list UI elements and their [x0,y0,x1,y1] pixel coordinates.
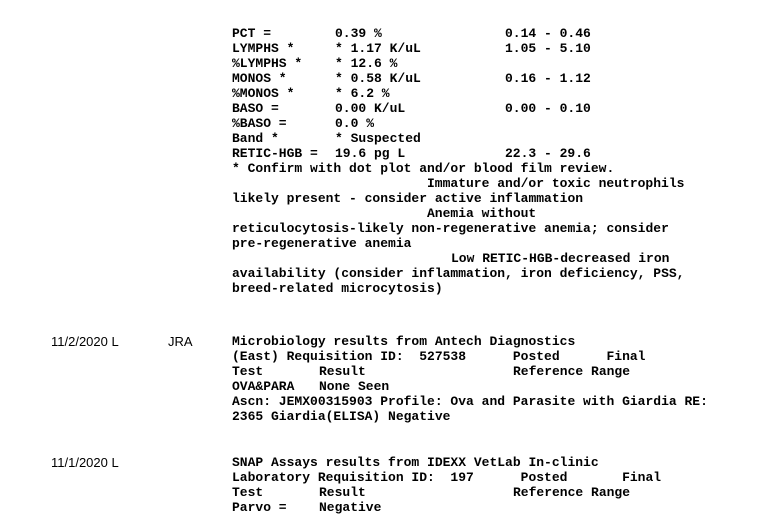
lab-name: %MONOS * [232,86,295,101]
lab-value: 19.6 pg L [335,146,406,161]
note-text: availability (consider inflammation, iron deficiency, PSS, [232,266,685,281]
lab-name: Band * [232,131,279,146]
confirm-note: * Confirm with dot plot and/or blood film review. [232,161,615,176]
col-header-test: Test [232,485,264,500]
col-header-result: Result [319,485,366,500]
lab-range: 1.05 - 5.10 [505,41,591,56]
lab-name: RETIC-HGB = [232,146,318,161]
lab-name: BASO = [232,101,279,116]
lab-range: 22.3 - 29.6 [505,146,591,161]
test-name: Parvo = [232,500,287,515]
test-result: None Seen [319,379,390,394]
lab-value: * 6.2 % [335,86,390,101]
lab-value: 0.39 % [335,26,382,41]
entry-text: Ascn: JEMX00315903 Profile: Ova and Parasite with Giardia RE: [232,394,708,409]
lab-name: %BASO = [232,116,287,131]
note-text: likely present - consider active inflammation [232,191,584,206]
lab-name: LYMPHS * [232,41,295,56]
entry-text: Laboratory Requisition ID: 197 Posted Final [232,470,662,485]
entry-text: SNAP Assays results from IDEXX VetLab In-clinic [232,455,599,470]
note-heading: Immature and/or toxic neutrophils [427,176,685,191]
lab-value: * 12.6 % [335,56,398,71]
note-heading: Anemia without [427,206,537,221]
note-text: reticulocytosis-likely non-regenerative anemia; consider [232,221,669,236]
entry-text: 2365 Giardia(ELISA) Negative [232,409,451,424]
lab-value: * 0.58 K/uL [335,71,421,86]
note-heading: Low RETIC-HGB-decreased iron [451,251,670,266]
test-name: OVA&PARA [232,379,295,394]
lab-value: * 1.17 K/uL [335,41,421,56]
note-text: breed-related microcytosis) [232,281,443,296]
lab-range: 0.14 - 0.46 [505,26,591,41]
lab-value: 0.00 K/uL [335,101,406,116]
entry-date: 11/1/2020 L [51,455,119,470]
lab-name: MONOS * [232,71,287,86]
note-text: pre-regenerative anemia [232,236,412,251]
lab-value: * Suspected [335,131,421,146]
entry-date: 11/2/2020 L [51,334,119,349]
col-header-reference: Reference Range [513,485,631,500]
entry-user: JRA [168,334,193,349]
col-header-test: Test [232,364,264,379]
lab-range: 0.00 - 0.10 [505,101,591,116]
lab-name: PCT = [232,26,272,41]
col-header-result: Result [319,364,366,379]
entry-text: Microbiology results from Antech Diagnostics [232,334,576,349]
col-header-reference: Reference Range [513,364,631,379]
lab-value: 0.0 % [335,116,375,131]
lab-name: %LYMPHS * [232,56,303,71]
entry-text: (East) Requisition ID: 527538 Posted Final [232,349,646,364]
lab-range: 0.16 - 1.12 [505,71,591,86]
test-result: Negative [319,500,382,515]
